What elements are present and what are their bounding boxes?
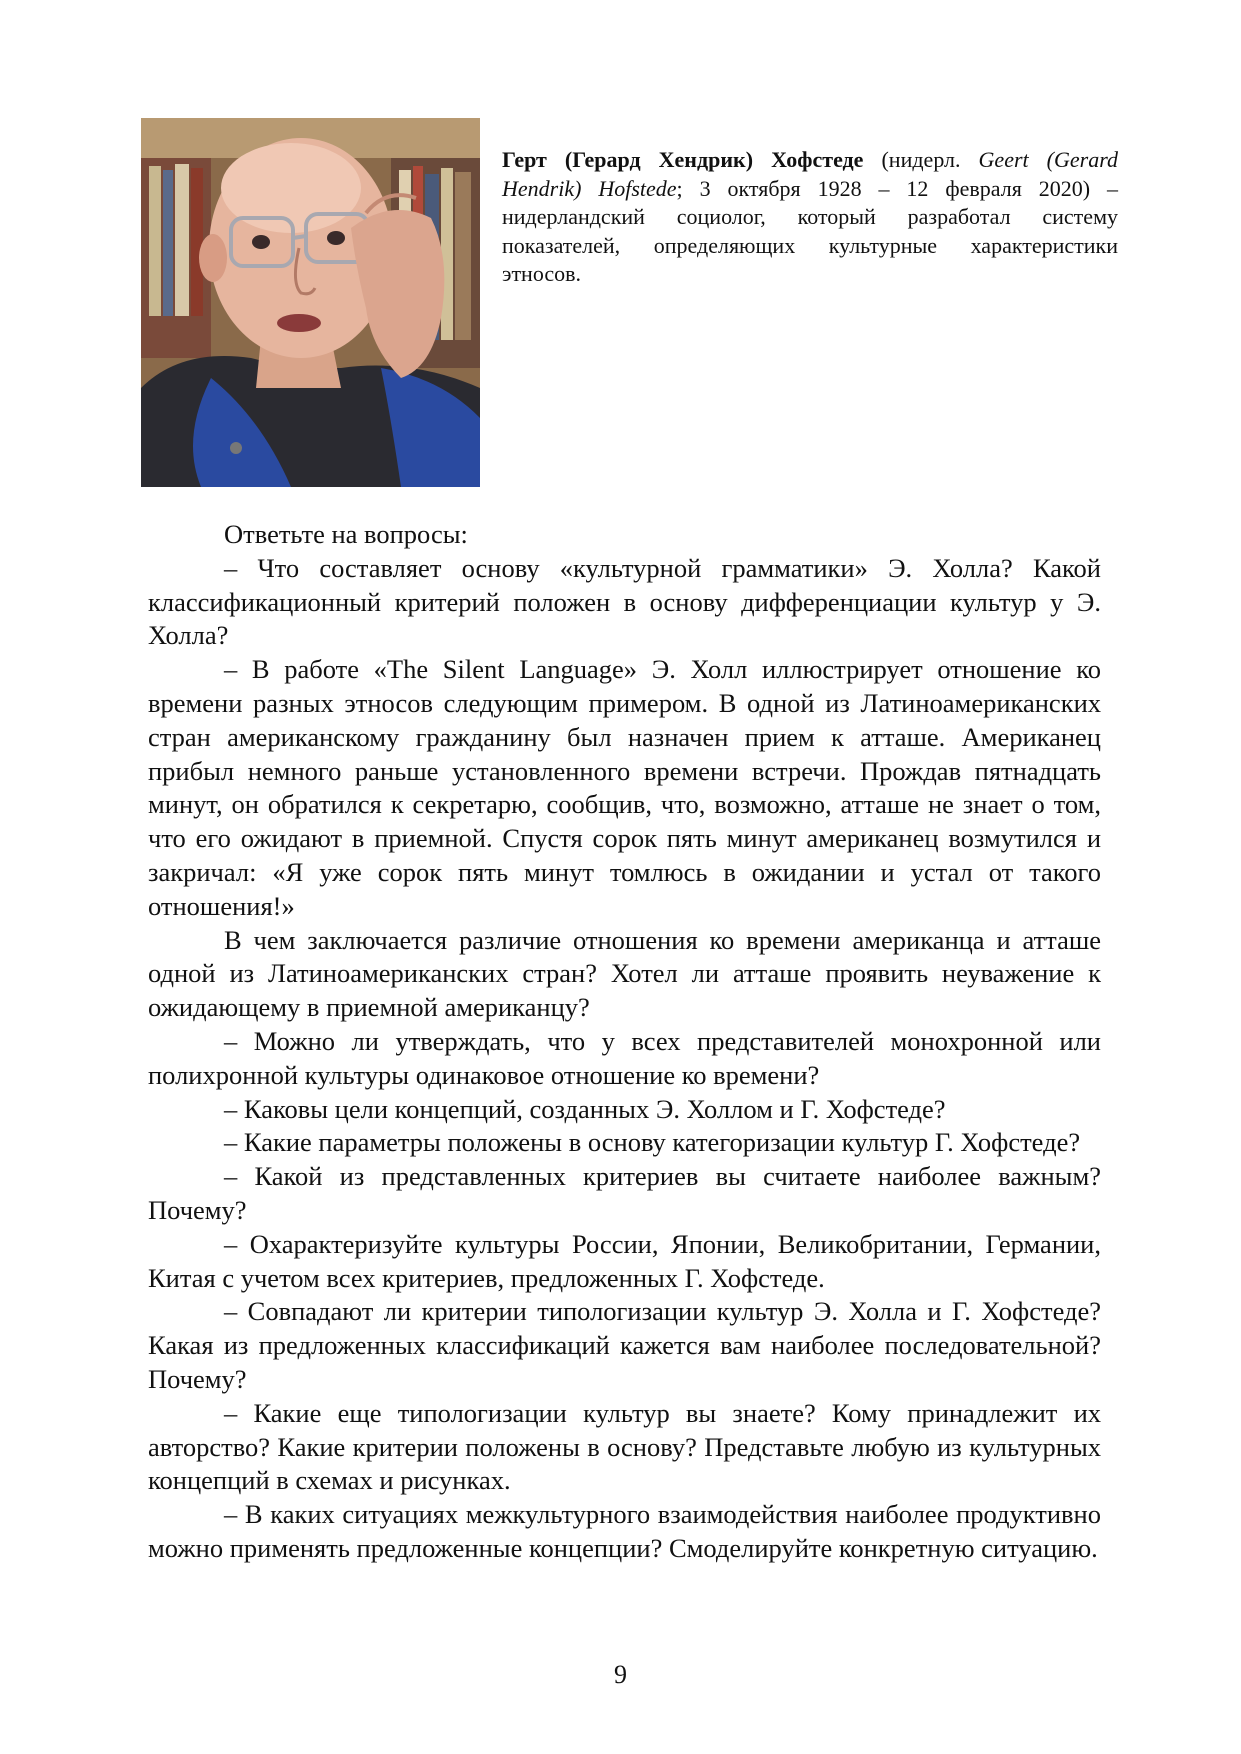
questions-section: [148, 518, 1101, 1566]
bio-rest: ; 3 октября 1928 – 12 февраля 2020) – нидерландский социолог, который разработал систему показателей, определяющих культурные характеристики этносов.: [502, 175, 1118, 286]
question-item: – В каких ситуациях межкультурного взаимодействия наиболее продуктивно можно применять предложенные концепции? Смоделируйте конкретную ситуацию.: [148, 1499, 1101, 1563]
bio-latin-name: Geert (Gerard Hendrik) Hofstede: [502, 147, 1118, 201]
bio-name: Герт (Герард Хендрик) Хофстеде: [502, 147, 864, 172]
question-item: – Какие параметры положены в основу категоризации культур Г. Хофстеде?: [224, 1127, 1081, 1158]
question-item: В чем заключается различие отношения ко времени американца и атташе одной из Латиноамериканских стран? Хотел ли атташе проявить неуважение к ожидающему в приемной американцу?: [148, 924, 1101, 1023]
question-item: – В работе «The Silent Language» Э. Холл иллюстрирует отношение ко времени разных этносов следующим примером. В одной из Латиноамериканских стран американскому гражданину был назначен прием к атташе. Американец прибыл немного раньше установленного времени встречи. Прождав пятнадцать минут, он обратился к секретарю, сообщив, что, возможно, атташе не знает о том, что его ожидают в приемной. Спустя сорок пять минут американец возмутился и закричал: «Я уже сорок пять минут томлюсь в ожидании и устал от такого отношения!»: [148, 654, 1101, 921]
question-item: – Каковы цели концепций, созданных Э. Холлом и Г. Хофстеде?: [224, 1093, 946, 1124]
bio-caption: [502, 146, 1118, 289]
question-item: – Что составляет основу «культурной грамматики» Э. Холла? Какой классификационный критерий положен в основу дифференциации культур у Э. Холла?: [148, 552, 1101, 651]
question-item: – Совпадают ли критерии типологизации культур Э. Холла и Г. Хофстеде? Какая из предложенных классификаций кажется вам наиболее последовательной? Почему?: [148, 1296, 1101, 1394]
question-item: – Охарактеризуйте культуры России, Японии, Великобритании, Германии, Китая с учетом всех критериев, предложенных Г. Хофстеде.: [148, 1228, 1101, 1293]
portrait-photo: [141, 118, 480, 487]
questions-intro: Ответьте на вопросы:: [224, 519, 468, 549]
bio-lang-prefix: (нидерл.: [863, 147, 979, 172]
question-item: – Какие еще типологизации культур вы знаете? Кому принадлежит их авторство? Какие критерии положены в основу? Представьте любую из культурных концепций в схемах и рисунках.: [148, 1397, 1101, 1496]
page-number: 9: [614, 1660, 627, 1689]
question-item: – Какой из представленных критериев вы считаете наиболее важным? Почему?: [148, 1161, 1101, 1225]
question-item: – Можно ли утверждать, что у всех представителей монохронной или полихронной культуры одинаковое отношение ко времени?: [148, 1025, 1101, 1090]
